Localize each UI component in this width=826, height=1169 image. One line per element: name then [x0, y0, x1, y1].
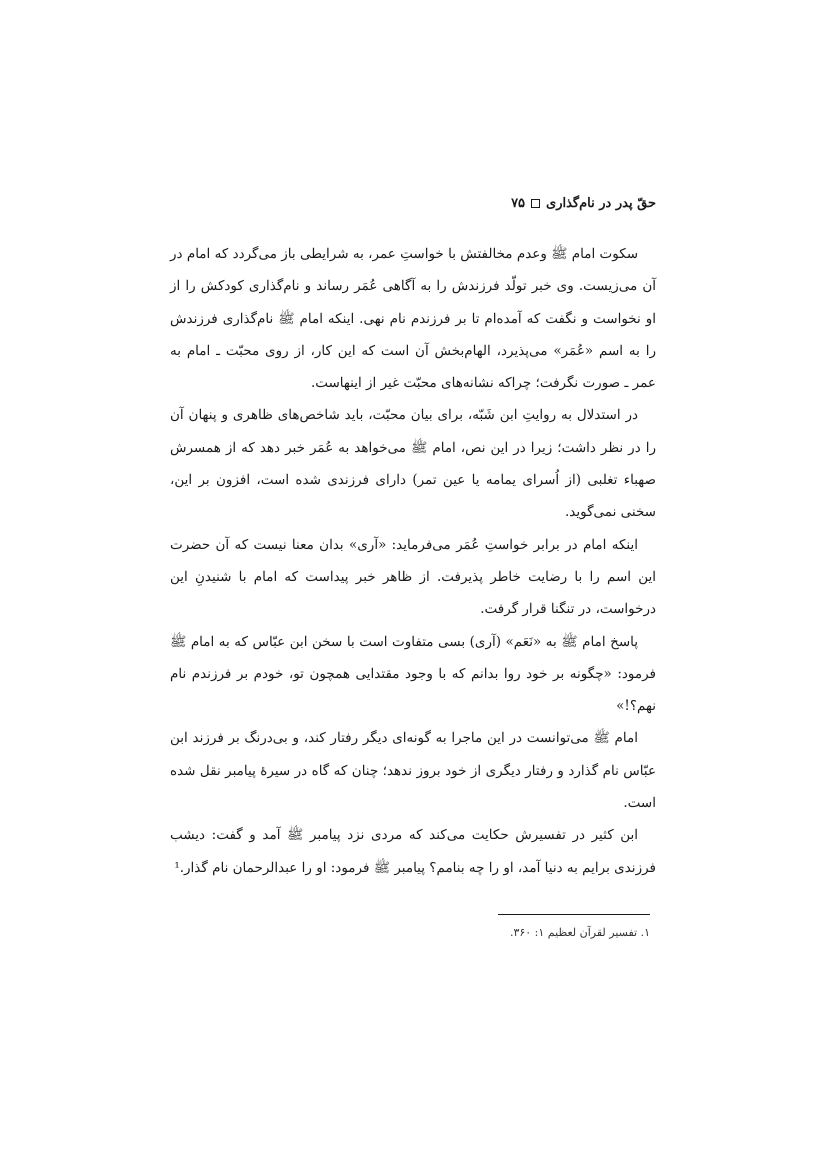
square-ornament-icon [531, 199, 540, 208]
footnote-divider [498, 914, 650, 915]
paragraph: در استدلال به روایتِ ابن شَبّه، برای بیان محبّت، باید شاخص‌های ظاهری و پنهان آن را در نظر داشت؛ زیرا در این نص، امام ﷺ می‌خواهد به عُمَر خبر دهد که از همسرش صهباء تغلبی (از اُسرای یمامه یا عین تمر) دارای فرزندی شده است، افزون بر این، سخنی نمی‌گوید. [170, 407, 656, 521]
running-head [170, 196, 656, 211]
chapter-title: حقّ پدر در نام‌گذاری [546, 196, 656, 211]
paragraph: پاسخ امام ﷺ به «نَعَم» (آری) بسی متفاوت است با سخن ابن عبّاس که به امام ﷺ فرمود: «چگونه بر خود روا بدانم که با وجود مقتدایی همچون تو، خودم بر فرزندم نام نهم؟!» [170, 633, 656, 715]
paragraph: امام ﷺ می‌توانست در این ماجرا به گونه‌ای دیگر رفتار کند، و بی‌درنگ بر فرزند ابن عبّاس نام گذارد و رفتار دیگری از خود بروز ندهد؛ چنان که گاه در سیرهٔ پیامبر نقل شده است. [170, 730, 656, 812]
page-number: ۷۵ [511, 196, 526, 211]
paragraph: اینکه امام در برابر خواستِ عُمَر می‌فرماید: «آری» بدان معنا نیست که آن حضرت این اسم را با رضایت خاطر پذیرفت. از ظاهر خبر پیداست که امام با شنیدنِ این درخواست، در تنگنا قرار گرفت. [170, 536, 656, 618]
paragraph: ابن کثیر در تفسیرش حکایت می‌کند که مردی نزد پیامبر ﷺ آمد و گفت: دیشب فرزندی برایم به دنیا آمد، او را چه بنامم؟ پیامبر ﷺ فرمود: او را عبدالرحمان نام گذار.¹ [170, 827, 656, 876]
footnote: ۱. تفسیر لقرآن لعظیم ۱: ۳۶۰. [509, 926, 650, 939]
paragraph: سکوت امام ﷺ وعدم مخالفتش با خواستِ عمر، به شرایطی باز می‌گردد که امام در آن می‌زیست. وی خبر تولّد فرزندش را به آگاهی عُمَر رساند و نام‌گذاری کودکش را از او نخواست و نگفت که آمده‌ام تا بر فرزندم نام نهی. اینکه امام ﷺ نام‌گذاری فرزندش را به اسم «عُمَر» می‌پذیرد، الهام‌بخش آن است که این کار، از روی محبّت ـ امام به عمر ـ صورت نگرفت؛ چراکه نشانه‌های محبّت غیر از اینهاست. [170, 246, 656, 392]
body-text [170, 238, 656, 884]
